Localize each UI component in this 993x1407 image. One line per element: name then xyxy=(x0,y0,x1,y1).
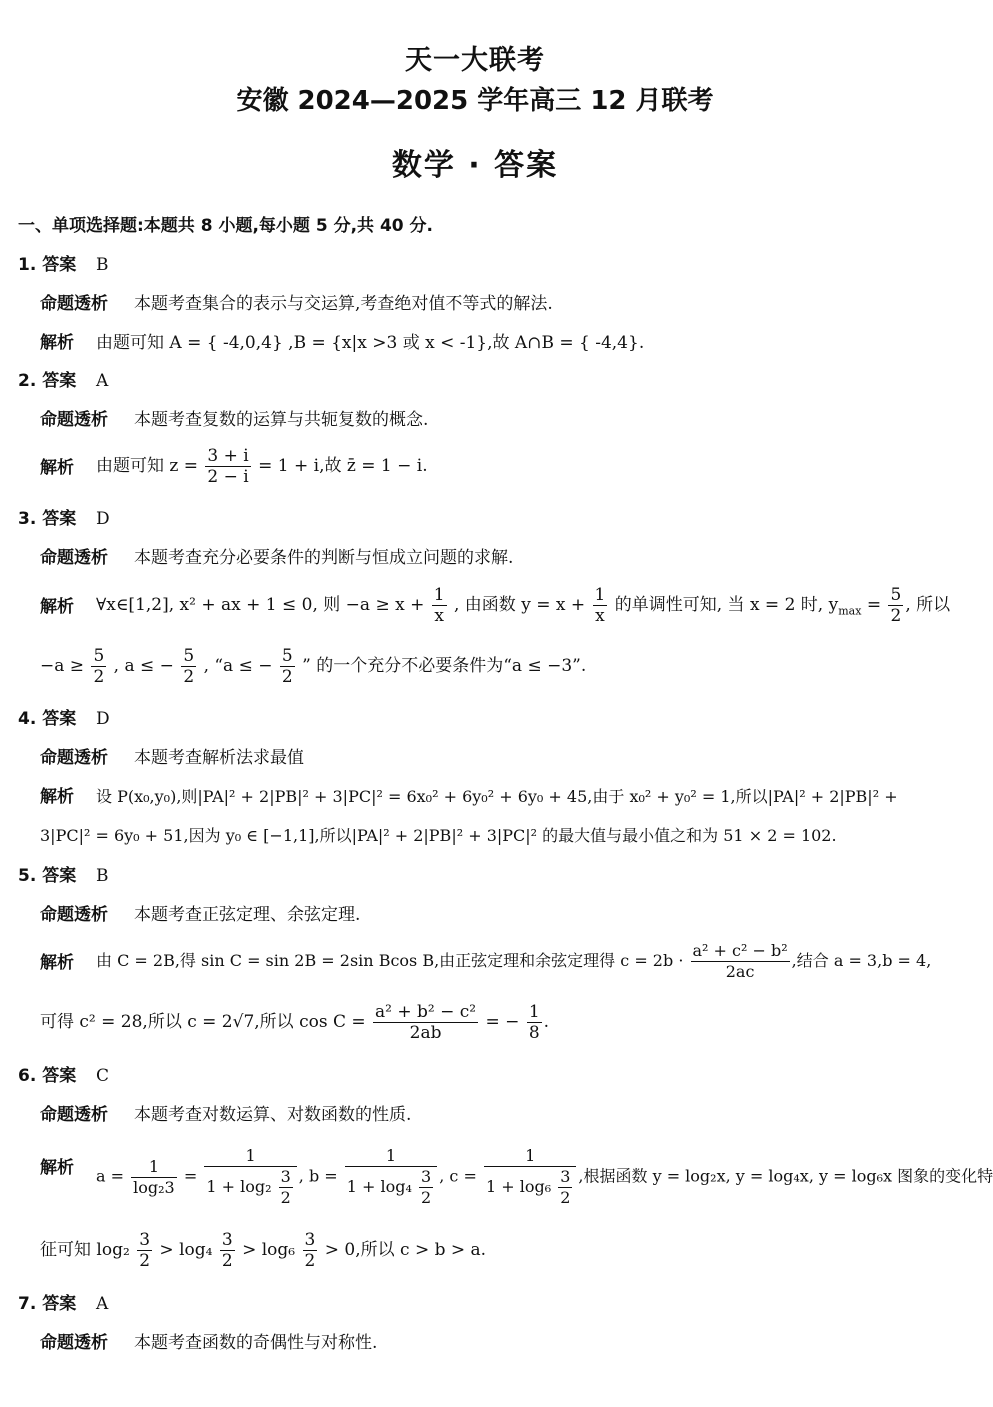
q6-solution: a = $\frac{1}{\text{log₂3}}$ = 1 1 + log₂ $\frac{3}{2}$ , b = 1 1 + log₄ $\frac{3}{2}$ , c = 1 1 + log₆ $\frac{3}{2}$ ,根据函数 y = log₂x, y = log₄x, y = log₆x 图象的变化特 xyxy=(96,1146,993,1207)
q1-intro: 本题考查集合的表示与交运算,考查绝对值不等式的解法. xyxy=(134,294,553,314)
q5-intro: 本题考查正弦定理、余弦定理. xyxy=(134,905,361,925)
q5-solution-row xyxy=(0,941,950,985)
q2-frac-den: 2 − i xyxy=(207,467,249,487)
q3-solution-row-2 xyxy=(0,646,950,690)
q3-intro-label: 命题透析 xyxy=(40,548,108,568)
q5-solution-cont: 可得 c² = 28,所以 c = 2√7,所以 cos C = $\frac{\text{a² + b² − c²}}{2ab}$ = − $\frac{1}{8}$ . xyxy=(40,1002,550,1043)
q4-solution-cont: 3|PC|² = 6y₀ + 51,因为 y₀ ∈ [−1,1],所以|PA|² + 2|PB|² + 3|PC|² 的最大值与最小值之和为 51 × 2 = 102. xyxy=(40,826,837,845)
q5-solution-label: 解析 xyxy=(40,953,74,973)
q1-intro-label: 命题透析 xyxy=(40,294,108,314)
q4-intro: 本题考查解析法求最值 xyxy=(134,748,304,768)
q4-solution-label: 解析 xyxy=(40,787,74,807)
q5-number: 5. 答案 xyxy=(18,866,77,886)
q7-intro-label: 命题透析 xyxy=(40,1333,108,1353)
q6-intro: 本题考查对数运算、对数函数的性质. xyxy=(134,1105,412,1125)
q3-solution-label: 解析 xyxy=(40,597,74,617)
q4-answer: D xyxy=(96,709,110,729)
q3-number: 3. 答案 xyxy=(18,509,77,529)
q3-solution-cont: −a ≥ $\frac{5}{2}$ , a ≤ − $\frac{5}{2}$ , “a ≤ − $\frac{5}{2}$ ” 的一个充分不必要条件为“a ≤ −3”. xyxy=(40,646,587,687)
exam-org-title: 天一大联考 xyxy=(405,45,545,76)
q3-solution-row xyxy=(0,585,950,629)
section-heading: 一、单项选择题:本题共 8 小题,每小题 5 分,共 40 分. xyxy=(18,216,433,236)
q3-solution: ∀x∈[1,2], x² + ax + 1 ≤ 0, 则 −a ≥ x + $\frac{1}{x}$ , 由函数 y = x + $\frac{1}{x}$ 的单调性可知, 当 x = 2 时, $y_{max}$ = $\frac{5}{2}$ , 所以 xyxy=(96,585,951,626)
q7-answer: A xyxy=(96,1294,109,1314)
q1-answer: B xyxy=(96,255,109,275)
q2-intro: 本题考查复数的运算与共轭复数的概念. xyxy=(134,410,429,430)
q6-intro-label: 命题透析 xyxy=(40,1105,108,1125)
q4-number: 4. 答案 xyxy=(18,709,77,729)
q5-answer: B xyxy=(96,866,109,886)
q1-number: 1. 答案 xyxy=(18,255,77,275)
q2-solution: 由题可知 z = $\frac{3 + i}{2 - i}$ = 1 + i,故 z̄ = 1 − i. xyxy=(96,446,428,487)
exam-name-title: 安徽 2024—2025 学年高三 12 月联考 xyxy=(236,86,714,116)
q2-solution-row xyxy=(0,446,950,490)
q2-number: 2. 答案 xyxy=(18,371,77,391)
q7-intro: 本题考查函数的奇偶性与对称性. xyxy=(134,1333,378,1353)
q7-number: 7. 答案 xyxy=(18,1294,77,1314)
q6-solution-label: 解析 xyxy=(40,1158,74,1178)
q1-solution: 由题可知 A = { -4,0,4} ,B = {x|x >3 或 x < -1},故 A∩B = { -4,4}. xyxy=(96,333,645,353)
q3-intro: 本题考查充分必要条件的判断与恒成立问题的求解. xyxy=(134,548,514,568)
q4-intro-label: 命题透析 xyxy=(40,748,108,768)
q2-frac-num: 3 + i xyxy=(207,446,249,466)
q6-number: 6. 答案 xyxy=(18,1066,77,1086)
q4-solution: 设 P(x₀,y₀),则|PA|² + 2|PB|² + 3|PC|² = 6x₀² + 6y₀² + 6y₀ + 45,由于 x₀² + y₀² = 1,所以|PA|² + 2|PB|² + xyxy=(96,787,898,806)
q6-solution-row xyxy=(0,1146,993,1207)
q6-solution-row-2 xyxy=(0,1230,950,1274)
q2-solution-label: 解析 xyxy=(40,458,74,478)
q2-intro-label: 命题透析 xyxy=(40,410,108,430)
q6-answer: C xyxy=(96,1066,110,1086)
q3-answer: D xyxy=(96,509,110,529)
q5-solution-row-2 xyxy=(0,1002,950,1046)
q5-solution: 由 C = 2B,得 sin C = sin 2B = 2sin Bcos B,由正弦定理和余弦定理得 c = 2b · $\frac{\text{a² + c² − b²}}{2ac}$ ,结合 a = 3,b = 4, xyxy=(96,941,932,981)
subject-title: 数学 · 答案 xyxy=(391,148,559,183)
q6-solution-cont: 征可知 log₂ $\frac{3}{2}$ > log₄ $\frac{3}{2}$ > log₆ $\frac{3}{2}$ > 0,所以 c > b > a. xyxy=(40,1230,487,1271)
q5-intro-label: 命题透析 xyxy=(40,905,108,925)
q2-answer: A xyxy=(96,371,109,391)
q1-solution-label: 解析 xyxy=(40,333,74,353)
